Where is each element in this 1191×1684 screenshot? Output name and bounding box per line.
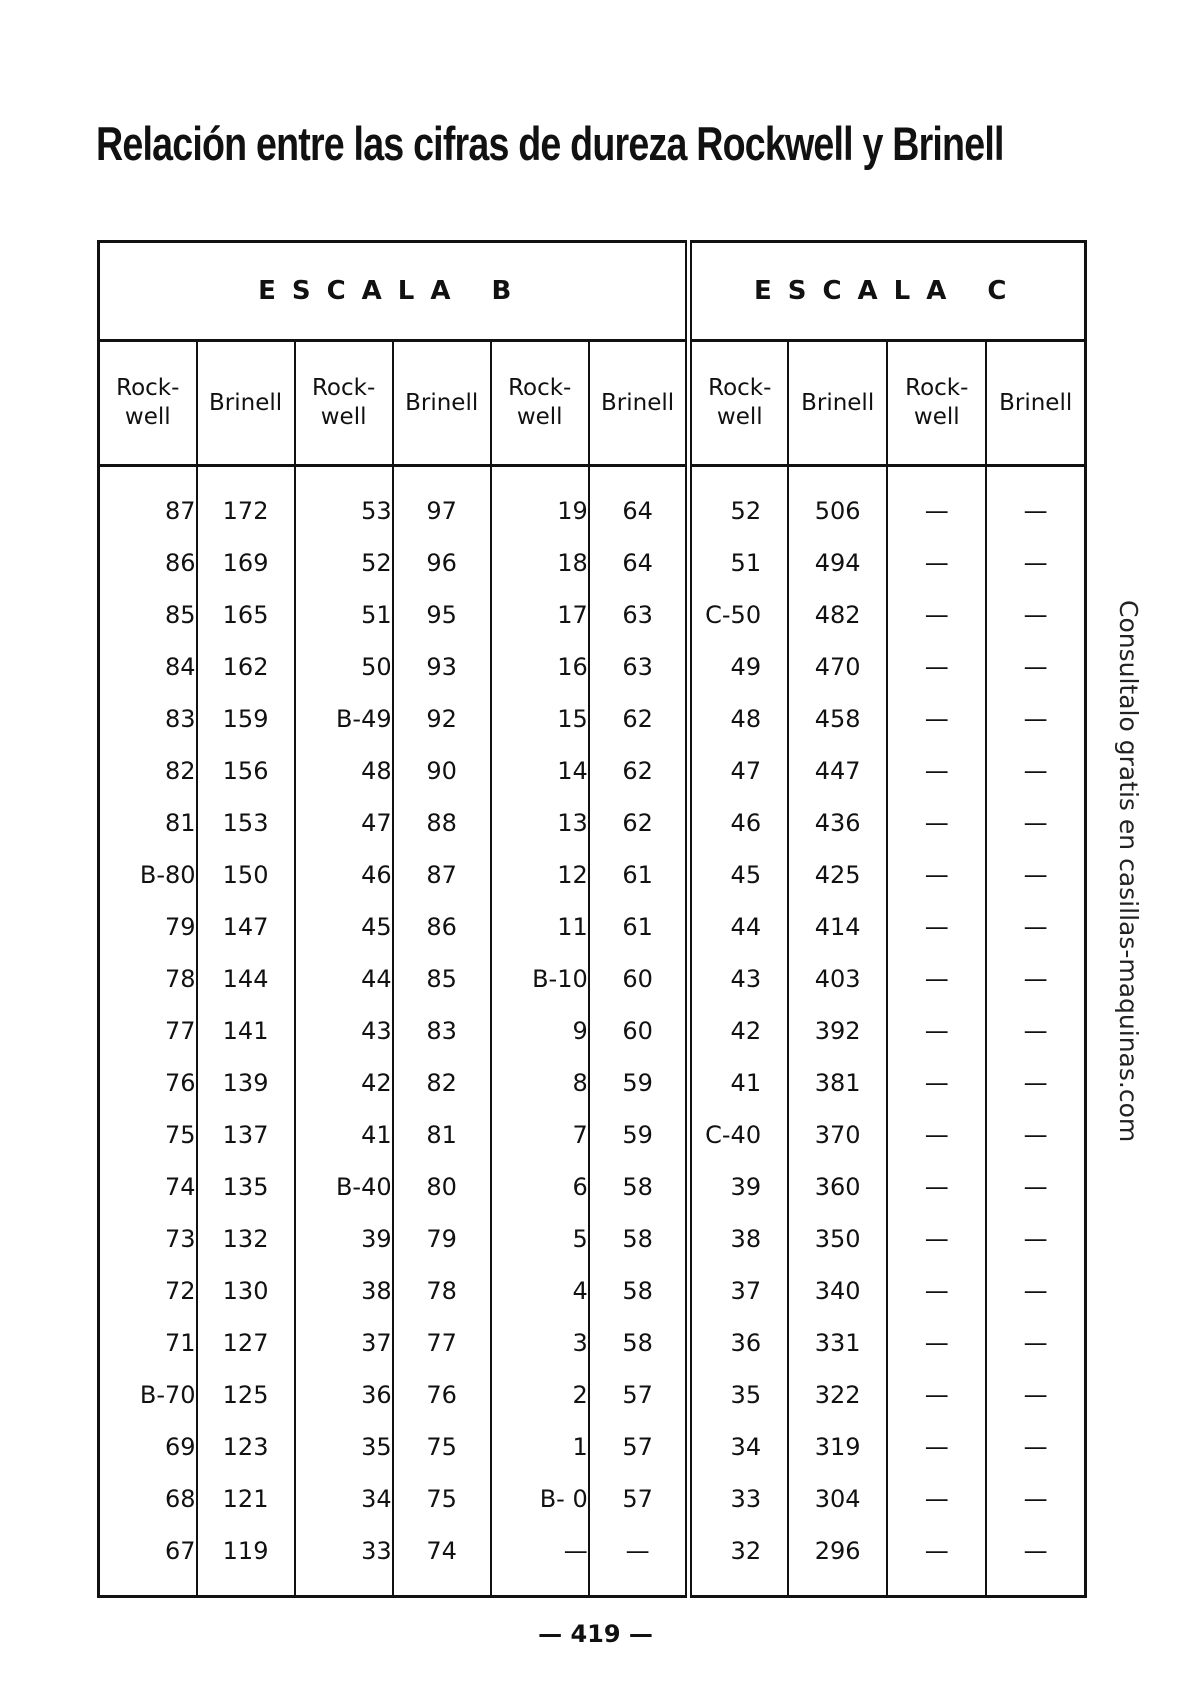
- rockwell-cell: 41: [295, 1109, 393, 1161]
- brinell-cell: 85: [393, 953, 491, 1005]
- rockwell-cell: 67: [99, 1525, 197, 1597]
- brinell-cell: 60: [589, 953, 689, 1005]
- rockwell-cell: 72: [99, 1265, 197, 1317]
- brinell-cell: 392: [788, 1005, 887, 1057]
- rockwell-cell: 82: [99, 745, 197, 797]
- column-header-row: [99, 341, 1086, 466]
- brinell-cell: 147: [197, 901, 295, 953]
- rockwell-cell: 34: [295, 1473, 393, 1525]
- rockwell-cell: —: [887, 1213, 986, 1265]
- rockwell-cell: 75: [99, 1109, 197, 1161]
- rockwell-cell: —: [887, 641, 986, 693]
- brinell-cell: —: [986, 1109, 1085, 1161]
- brinell-cell: —: [986, 745, 1085, 797]
- rockwell-cell: B-40: [295, 1161, 393, 1213]
- rockwell-cell: 36: [689, 1317, 788, 1369]
- rockwell-cell: 81: [99, 797, 197, 849]
- brinell-cell: 150: [197, 849, 295, 901]
- rockwell-cell: 37: [689, 1265, 788, 1317]
- rockwell-label-line1: Rock-: [708, 375, 772, 401]
- table-row: [99, 1369, 1086, 1421]
- brinell-cell: —: [986, 1525, 1085, 1597]
- brinell-cell: 127: [197, 1317, 295, 1369]
- col-header-rockwell: [887, 341, 986, 466]
- table-row: [99, 1161, 1086, 1213]
- rockwell-cell: 45: [689, 849, 788, 901]
- brinell-cell: —: [986, 1369, 1085, 1421]
- rockwell-cell: 12: [491, 849, 589, 901]
- col-header-brinell: Brinell: [589, 341, 689, 466]
- rockwell-cell: 33: [689, 1473, 788, 1525]
- rockwell-label-line2: well: [320, 404, 367, 430]
- brinell-cell: 172: [197, 466, 295, 538]
- rockwell-cell: —: [491, 1525, 589, 1597]
- brinell-cell: 62: [589, 745, 689, 797]
- brinell-cell: —: [986, 849, 1085, 901]
- rockwell-cell: 14: [491, 745, 589, 797]
- scale-b-header: ESCALA B: [99, 242, 689, 341]
- table-row: [99, 1317, 1086, 1369]
- rockwell-label-line1: Rock-: [116, 375, 180, 401]
- table-row: [99, 1421, 1086, 1473]
- brinell-cell: 60: [589, 1005, 689, 1057]
- rockwell-cell: 79: [99, 901, 197, 953]
- brinell-cell: 506: [788, 466, 887, 538]
- rockwell-cell: 39: [689, 1161, 788, 1213]
- brinell-cell: —: [986, 693, 1085, 745]
- table-row: [99, 1473, 1086, 1525]
- brinell-cell: 350: [788, 1213, 887, 1265]
- rockwell-cell: 39: [295, 1213, 393, 1265]
- brinell-cell: 57: [589, 1473, 689, 1525]
- brinell-cell: 121: [197, 1473, 295, 1525]
- rockwell-label-line2: well: [124, 404, 171, 430]
- rockwell-cell: B-80: [99, 849, 197, 901]
- rockwell-cell: 7: [491, 1109, 589, 1161]
- table-row: [99, 901, 1086, 953]
- brinell-cell: 425: [788, 849, 887, 901]
- table-row: [99, 1265, 1086, 1317]
- rockwell-cell: 85: [99, 589, 197, 641]
- rockwell-cell: —: [887, 745, 986, 797]
- watermark-text: Consultalo gratis en casillas-maquinas.com: [1114, 600, 1143, 1143]
- brinell-cell: 58: [589, 1161, 689, 1213]
- brinell-cell: —: [986, 1005, 1085, 1057]
- table-row: [99, 589, 1086, 641]
- brinell-cell: —: [986, 589, 1085, 641]
- brinell-cell: 296: [788, 1525, 887, 1597]
- rockwell-cell: 53: [295, 466, 393, 538]
- rockwell-cell: 74: [99, 1161, 197, 1213]
- rockwell-cell: —: [887, 1317, 986, 1369]
- brinell-cell: 95: [393, 589, 491, 641]
- brinell-cell: 92: [393, 693, 491, 745]
- rockwell-label-line1: Rock-: [311, 375, 376, 401]
- brinell-cell: 61: [589, 849, 689, 901]
- rockwell-cell: 52: [295, 537, 393, 589]
- brinell-cell: —: [986, 1265, 1085, 1317]
- brinell-cell: 360: [788, 1161, 887, 1213]
- table-row: [99, 1525, 1086, 1597]
- brinell-cell: 96: [393, 537, 491, 589]
- brinell-cell: —: [986, 1213, 1085, 1265]
- rockwell-cell: 43: [689, 953, 788, 1005]
- rockwell-cell: 9: [491, 1005, 589, 1057]
- brinell-cell: 57: [589, 1421, 689, 1473]
- brinell-cell: 75: [393, 1473, 491, 1525]
- rockwell-cell: 46: [689, 797, 788, 849]
- rockwell-cell: 49: [689, 641, 788, 693]
- rockwell-label-line1: Rock-: [508, 375, 572, 401]
- rockwell-label-line2: well: [913, 404, 960, 430]
- rockwell-cell: 32: [689, 1525, 788, 1597]
- table-row: [99, 1057, 1086, 1109]
- brinell-cell: —: [986, 797, 1085, 849]
- rockwell-cell: 37: [295, 1317, 393, 1369]
- rockwell-cell: 71: [99, 1317, 197, 1369]
- rockwell-cell: B- 0: [491, 1473, 589, 1525]
- rockwell-cell: 38: [689, 1213, 788, 1265]
- brinell-cell: 74: [393, 1525, 491, 1597]
- rockwell-cell: 73: [99, 1213, 197, 1265]
- brinell-cell: —: [986, 466, 1085, 538]
- brinell-cell: 77: [393, 1317, 491, 1369]
- brinell-cell: 58: [589, 1317, 689, 1369]
- rockwell-cell: 87: [99, 466, 197, 538]
- brinell-cell: 80: [393, 1161, 491, 1213]
- brinell-cell: 123: [197, 1421, 295, 1473]
- brinell-cell: 162: [197, 641, 295, 693]
- brinell-cell: —: [986, 1161, 1085, 1213]
- rockwell-cell: B-70: [99, 1369, 197, 1421]
- rockwell-cell: 13: [491, 797, 589, 849]
- brinell-cell: 58: [589, 1213, 689, 1265]
- rockwell-cell: 35: [295, 1421, 393, 1473]
- rockwell-cell: 38: [295, 1265, 393, 1317]
- rockwell-cell: 69: [99, 1421, 197, 1473]
- rockwell-label-line2: well: [516, 404, 563, 430]
- rockwell-cell: 35: [689, 1369, 788, 1421]
- brinell-cell: 130: [197, 1265, 295, 1317]
- brinell-cell: —: [986, 641, 1085, 693]
- rockwell-cell: —: [887, 1161, 986, 1213]
- brinell-cell: 414: [788, 901, 887, 953]
- rockwell-cell: 45: [295, 901, 393, 953]
- col-header-rockwell: [99, 341, 197, 466]
- rockwell-cell: 4: [491, 1265, 589, 1317]
- brinell-cell: 482: [788, 589, 887, 641]
- brinell-cell: 64: [589, 466, 689, 538]
- brinell-cell: 340: [788, 1265, 887, 1317]
- brinell-cell: 139: [197, 1057, 295, 1109]
- rockwell-cell: 3: [491, 1317, 589, 1369]
- col-header-brinell: Brinell: [393, 341, 491, 466]
- rockwell-label-line1: Rock-: [905, 375, 969, 401]
- rockwell-cell: 48: [295, 745, 393, 797]
- rockwell-cell: 48: [689, 693, 788, 745]
- scale-c-header: ESCALA C: [689, 242, 1086, 341]
- table-row: [99, 641, 1086, 693]
- brinell-cell: 132: [197, 1213, 295, 1265]
- table-row: [99, 745, 1086, 797]
- brinell-cell: 119: [197, 1525, 295, 1597]
- rockwell-cell: 86: [99, 537, 197, 589]
- rockwell-cell: 41: [689, 1057, 788, 1109]
- brinell-cell: 144: [197, 953, 295, 1005]
- brinell-cell: 159: [197, 693, 295, 745]
- rockwell-cell: B-49: [295, 693, 393, 745]
- brinell-cell: 141: [197, 1005, 295, 1057]
- rockwell-cell: C-40: [689, 1109, 788, 1161]
- brinell-cell: 76: [393, 1369, 491, 1421]
- rockwell-cell: 78: [99, 953, 197, 1005]
- brinell-cell: —: [986, 1421, 1085, 1473]
- rockwell-cell: —: [887, 1421, 986, 1473]
- col-header-rockwell: [295, 341, 393, 466]
- brinell-cell: 63: [589, 589, 689, 641]
- rockwell-cell: 15: [491, 693, 589, 745]
- rockwell-cell: 76: [99, 1057, 197, 1109]
- brinell-cell: 90: [393, 745, 491, 797]
- rockwell-cell: 44: [295, 953, 393, 1005]
- col-header-brinell: Brinell: [986, 341, 1085, 466]
- brinell-cell: —: [986, 537, 1085, 589]
- rockwell-cell: 17: [491, 589, 589, 641]
- brinell-cell: 59: [589, 1057, 689, 1109]
- rockwell-cell: —: [887, 953, 986, 1005]
- rockwell-cell: C-50: [689, 589, 788, 641]
- brinell-cell: 458: [788, 693, 887, 745]
- rockwell-cell: 6: [491, 1161, 589, 1213]
- rockwell-cell: 2: [491, 1369, 589, 1421]
- rockwell-cell: —: [887, 693, 986, 745]
- rockwell-cell: 50: [295, 641, 393, 693]
- rockwell-cell: —: [887, 537, 986, 589]
- table-row: [99, 797, 1086, 849]
- brinell-cell: 79: [393, 1213, 491, 1265]
- brinell-cell: 88: [393, 797, 491, 849]
- rockwell-cell: 68: [99, 1473, 197, 1525]
- brinell-cell: 125: [197, 1369, 295, 1421]
- rockwell-cell: —: [887, 1005, 986, 1057]
- rockwell-cell: 33: [295, 1525, 393, 1597]
- brinell-cell: —: [986, 953, 1085, 1005]
- rockwell-cell: —: [887, 1525, 986, 1597]
- brinell-cell: 75: [393, 1421, 491, 1473]
- brinell-cell: 370: [788, 1109, 887, 1161]
- brinell-cell: 494: [788, 537, 887, 589]
- col-header-brinell: Brinell: [197, 341, 295, 466]
- rockwell-cell: 44: [689, 901, 788, 953]
- rockwell-cell: 47: [689, 745, 788, 797]
- rockwell-cell: —: [887, 797, 986, 849]
- rockwell-cell: —: [887, 1265, 986, 1317]
- table-row: [99, 693, 1086, 745]
- rockwell-cell: 8: [491, 1057, 589, 1109]
- table-row: [99, 953, 1086, 1005]
- brinell-cell: 436: [788, 797, 887, 849]
- brinell-cell: —: [986, 1057, 1085, 1109]
- brinell-cell: 135: [197, 1161, 295, 1213]
- table-row: [99, 849, 1086, 901]
- rockwell-cell: 19: [491, 466, 589, 538]
- brinell-cell: 58: [589, 1265, 689, 1317]
- rockwell-cell: 36: [295, 1369, 393, 1421]
- rockwell-cell: 34: [689, 1421, 788, 1473]
- col-header-brinell: Brinell: [788, 341, 887, 466]
- brinell-cell: 61: [589, 901, 689, 953]
- rockwell-cell: 11: [491, 901, 589, 953]
- col-header-rockwell: [689, 341, 788, 466]
- brinell-cell: 93: [393, 641, 491, 693]
- brinell-cell: 87: [393, 849, 491, 901]
- brinell-cell: 322: [788, 1369, 887, 1421]
- rockwell-cell: 42: [689, 1005, 788, 1057]
- brinell-cell: 62: [589, 797, 689, 849]
- rockwell-cell: 18: [491, 537, 589, 589]
- rockwell-cell: 51: [689, 537, 788, 589]
- rockwell-cell: —: [887, 901, 986, 953]
- brinell-cell: 165: [197, 589, 295, 641]
- table-row: [99, 1109, 1086, 1161]
- rockwell-cell: 1: [491, 1421, 589, 1473]
- brinell-cell: 82: [393, 1057, 491, 1109]
- brinell-cell: —: [986, 901, 1085, 953]
- rockwell-cell: —: [887, 1109, 986, 1161]
- page-number: — 419 —: [538, 1620, 653, 1648]
- brinell-cell: 381: [788, 1057, 887, 1109]
- rockwell-cell: —: [887, 849, 986, 901]
- table-body: [99, 466, 1086, 1597]
- brinell-cell: 86: [393, 901, 491, 953]
- brinell-cell: 331: [788, 1317, 887, 1369]
- rockwell-cell: 83: [99, 693, 197, 745]
- hardness-table: [97, 240, 1087, 1598]
- table-row: [99, 1213, 1086, 1265]
- rockwell-cell: —: [887, 589, 986, 641]
- brinell-cell: 64: [589, 537, 689, 589]
- rockwell-cell: 43: [295, 1005, 393, 1057]
- rockwell-cell: 42: [295, 1057, 393, 1109]
- table-row: [99, 466, 1086, 538]
- brinell-cell: 156: [197, 745, 295, 797]
- rockwell-cell: 84: [99, 641, 197, 693]
- rockwell-cell: 46: [295, 849, 393, 901]
- brinell-cell: 63: [589, 641, 689, 693]
- brinell-cell: 83: [393, 1005, 491, 1057]
- brinell-cell: 403: [788, 953, 887, 1005]
- rockwell-cell: 16: [491, 641, 589, 693]
- rockwell-cell: —: [887, 1473, 986, 1525]
- rockwell-cell: 52: [689, 466, 788, 538]
- rockwell-cell: —: [887, 466, 986, 538]
- col-header-rockwell: [491, 341, 589, 466]
- brinell-cell: —: [986, 1317, 1085, 1369]
- table-row: [99, 1005, 1086, 1057]
- brinell-cell: 447: [788, 745, 887, 797]
- rockwell-cell: B-10: [491, 953, 589, 1005]
- brinell-cell: 97: [393, 466, 491, 538]
- brinell-cell: 169: [197, 537, 295, 589]
- brinell-cell: 304: [788, 1473, 887, 1525]
- brinell-cell: 81: [393, 1109, 491, 1161]
- brinell-cell: —: [589, 1525, 689, 1597]
- brinell-cell: 59: [589, 1109, 689, 1161]
- page-title: Relación entre las cifras de dureza Rockwell y Brinell: [96, 117, 1004, 170]
- brinell-cell: 78: [393, 1265, 491, 1317]
- brinell-cell: —: [986, 1473, 1085, 1525]
- rockwell-cell: 51: [295, 589, 393, 641]
- brinell-cell: 57: [589, 1369, 689, 1421]
- rockwell-cell: —: [887, 1057, 986, 1109]
- rockwell-cell: 47: [295, 797, 393, 849]
- brinell-cell: 470: [788, 641, 887, 693]
- rockwell-label-line2: well: [716, 404, 763, 430]
- brinell-cell: 319: [788, 1421, 887, 1473]
- table-row: [99, 537, 1086, 589]
- rockwell-cell: 5: [491, 1213, 589, 1265]
- brinell-cell: 62: [589, 693, 689, 745]
- rockwell-cell: 77: [99, 1005, 197, 1057]
- brinell-cell: 153: [197, 797, 295, 849]
- rockwell-cell: —: [887, 1369, 986, 1421]
- brinell-cell: 137: [197, 1109, 295, 1161]
